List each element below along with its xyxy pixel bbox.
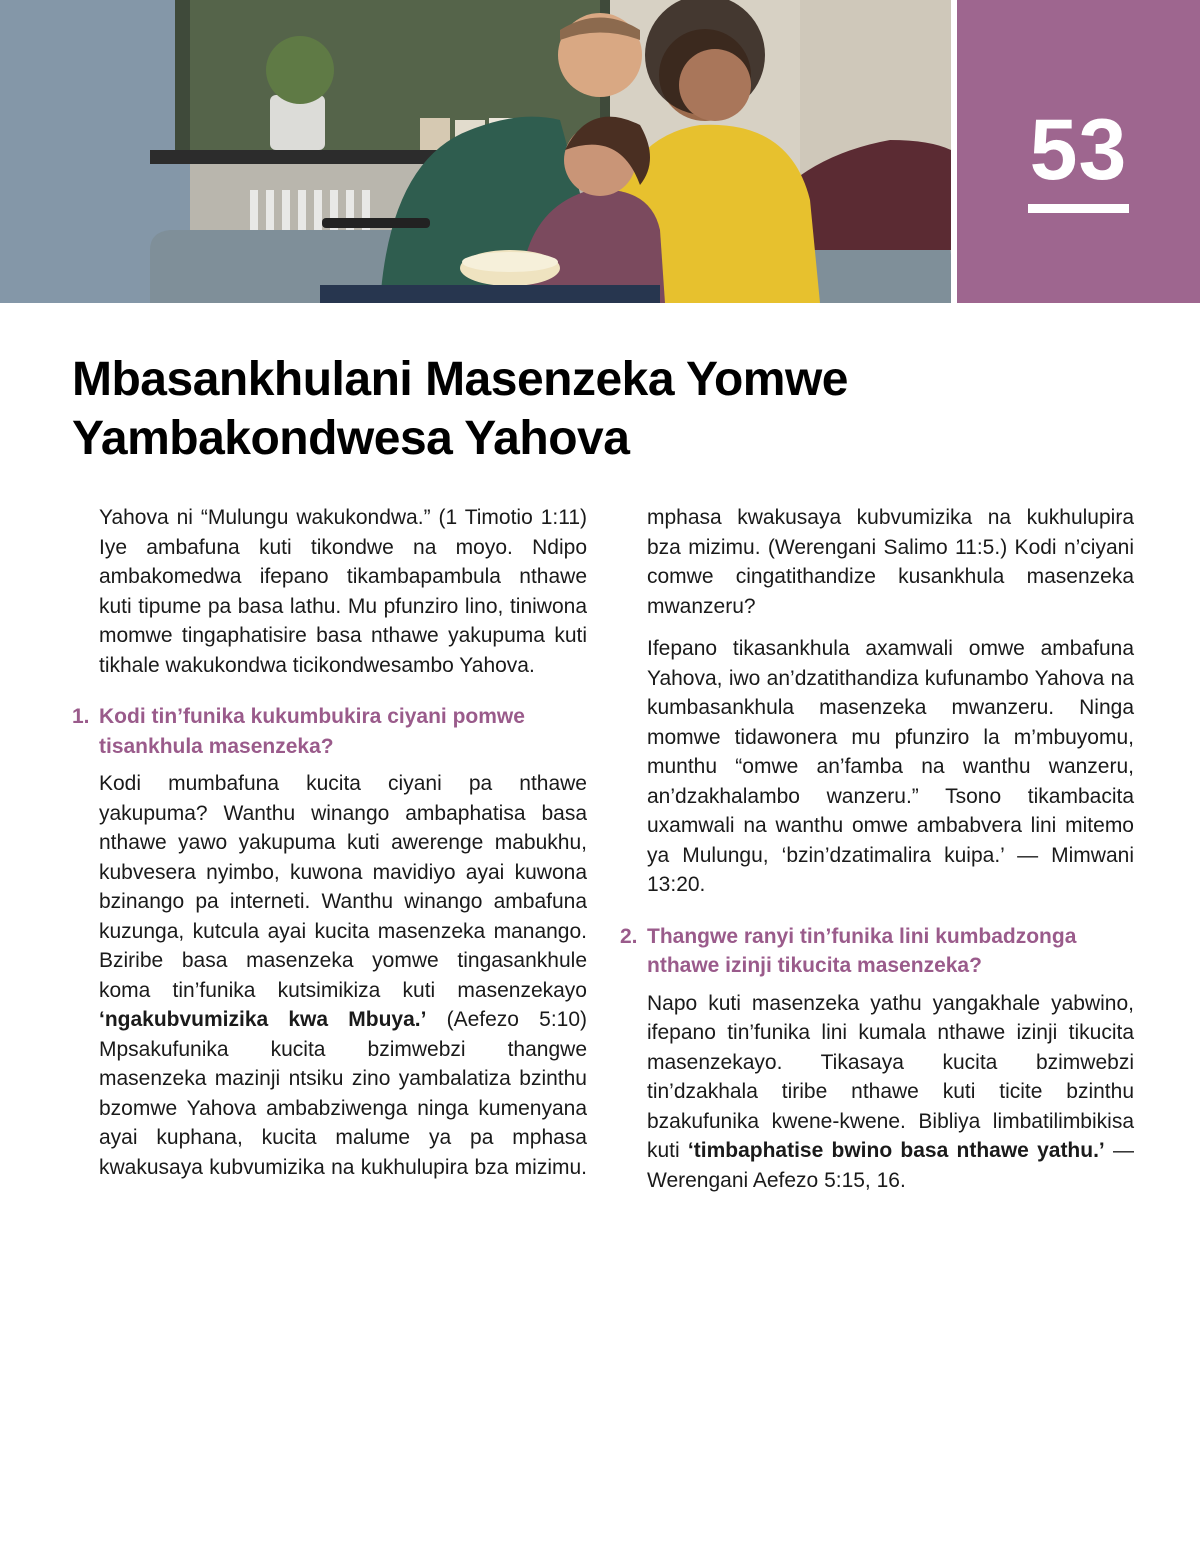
question-number: 2.: [620, 924, 638, 948]
question-text: Thangwe ranyi tin’funika lini kumbadzonga nthawe izinji tikucita masenzeka?: [647, 924, 1077, 977]
section-question-2: [620, 922, 1134, 981]
question-number: 1.: [72, 705, 90, 728]
column-right-content: [620, 503, 1134, 1205]
paragraph-text: Kodi mumbafuna kucita ciyani pa nthawe yakupuma? Wanthu winango ambaphatisa basa nthawe yawo yakupuma kuti awerenge mabukhu, kubvesera nyimbo, kuwona mavidiyo ayai kuwona bzinango pa interneti. Wanthu winango ambafuna kuzunga, kutcula ayai kucita masenzeka manango. Bziribe basa masenzeka yomwe tingasankhule koma tin’funika kutsimikiza kuti masenzekayo: [99, 772, 587, 1002]
paragraph-text: — Werengani Aefezo 5:15, 16.: [647, 1139, 1135, 1192]
paragraph-text: Napo kuti masenzeka yathu yangakhale yabwino, ifepano tin’funika lini kumala nthawe izinji tikucita masenzekayo. Tikasaya kucita bzimwebzi tin’dzakhala tiribe nthawe kuti ticite bzinthu bzakufunika kwene-kwene. Bibliya limbatilimbikisa kuti: [647, 991, 1134, 1162]
paragraph-text: mphasa kwakusaya kubvumizika na kukhulupira bza mizimu. (Werengani Salimo 11:5.) Kodi n’ciyani comwe cingatithandize kusankhula masenzeka mwanzeru?: [647, 506, 1134, 618]
section-question-1: [72, 702, 587, 761]
section-2-paragraph-1: [620, 989, 1134, 1196]
intro-paragraph: Yahova ni “Mulungu wakukondwa.” (1 Timotio 1:11) Iye ambafuna kuti tikondwe na moyo. Ndipo ambakomedwa ifepano tikambapambula nthawe kuti tipume pa basa lathu. Mu pfunziro lino, tiniwona momwe tingaphatisire basa nthawe yakupuma kuti tikhale wakukondwa ticikondwesambo Yahova.: [99, 506, 587, 677]
lesson-number: 53: [1029, 102, 1128, 198]
family-photo-illustration: [0, 0, 951, 303]
section-1-paragraph-1-continued: [620, 503, 1134, 621]
column-left: [72, 503, 587, 1180]
question-text: Kodi tin’funika kukumbukira ciyani pomwe tisankhula masenzeka?: [99, 705, 525, 758]
lesson-number-underline: [1028, 204, 1129, 213]
paragraph-emphasis: ‘ngakubvumizika kwa Mbuya.’: [99, 1008, 427, 1031]
section-1-paragraph-2: Ifepano tikasankhula axamwali omwe ambafuna Yahova, iwo an’dzatithandiza kufunambo Yahova na kumbasankhula masenzeka mwanzeru. Ninga momwe tidawonera mu pfunziro la m’mbuyomu, munthu “omwe an’famba na wanthu wanzeru, an’dzakhalambo wanzeru.” Tsono tikambacita uxamwali na wanthu omwe ambabvera lini mitemo ya Mulungu, ‘bzin’dzatimalira kuipa.’ — Mimwani 13:20.: [647, 637, 1134, 896]
hero-photo: [0, 0, 951, 303]
paragraph-emphasis: ‘timbaphatise bwino basa nthawe yathu.’: [687, 1139, 1105, 1162]
section-1-paragraph-1: [72, 769, 587, 1180]
paragraph-text: (Aefezo 5:10) Mpsakufunika kucita bzimwebzi thangwe masenzeka mazinji ntsiku zino yambalatiza bzinthu bzomwe Yahova ambabziwenga ninga kumenyana ayai kuphana, kucita malume ya pa mphasa kwakusaya kubvumizika na kukhulupira bza mizimu.: [99, 1008, 587, 1179]
lesson-number-panel: [957, 0, 1200, 303]
page-title: Mbasankhulani Masenzeka Yomwe Yambakondwesa Yahova: [72, 353, 848, 465]
